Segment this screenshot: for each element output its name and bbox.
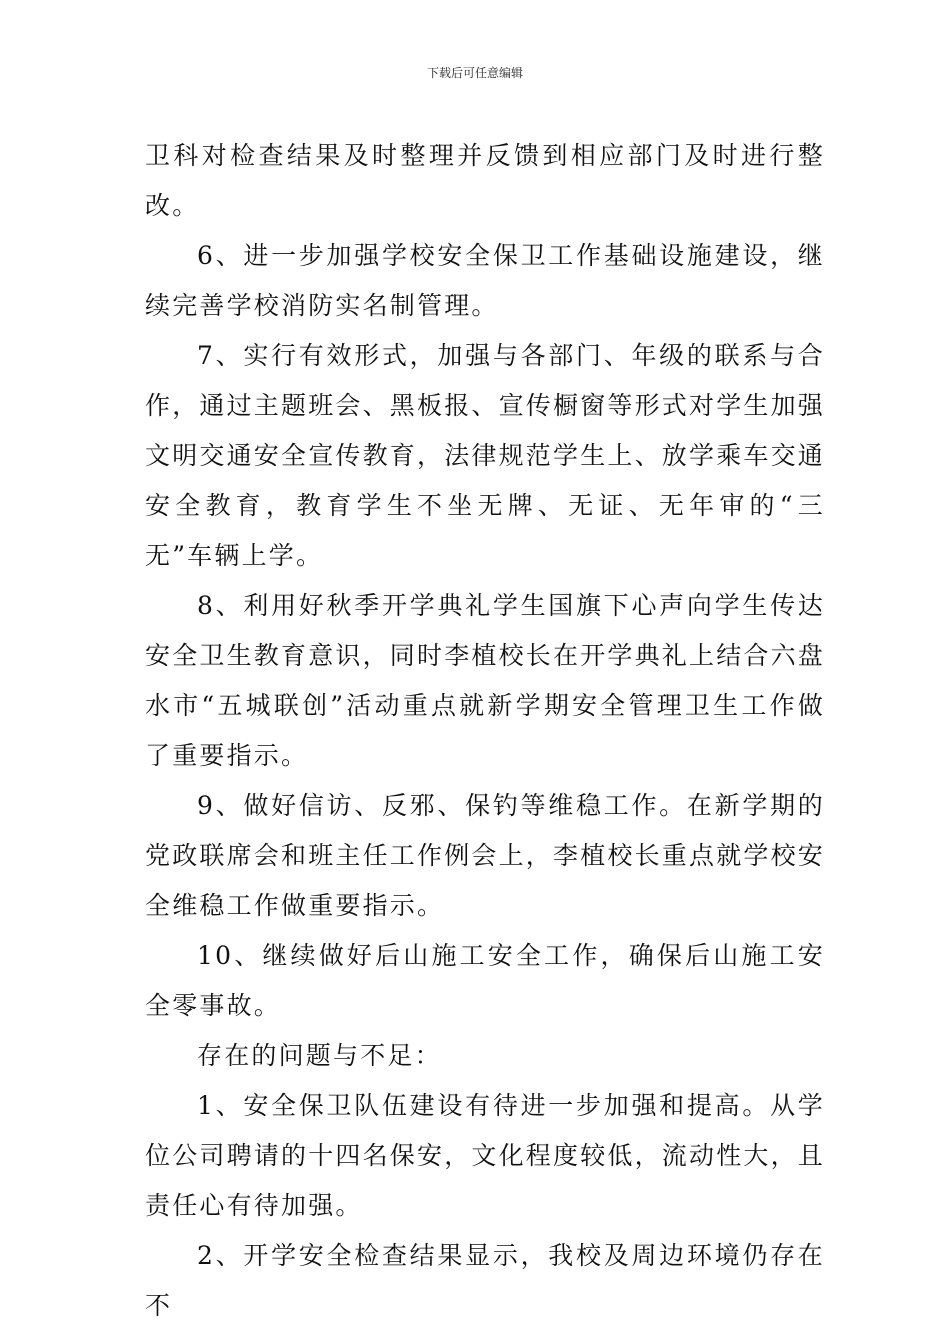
paragraph-1: 卫科对检查结果及时整理并反馈到相应部门及时进行整改。 xyxy=(145,141,825,220)
page-header: 下载后可任意编辑 xyxy=(426,66,523,80)
paragraph-item-10: 10、继续做好后山施工安全工作，确保后山施工安全零事故。 xyxy=(145,941,825,1020)
paragraph-item-6: 6、进一步加强学校安全保卫工作基础设施建设，继续完善学校消防实名制管理。 xyxy=(145,241,825,320)
paragraph-problem-2: 2、开学安全检查结果显示，我校及周边环境仍存在不 xyxy=(145,1241,825,1320)
paragraph-item-8: 8、利用好秋季开学典礼学生国旗下心声向学生传达安全卫生教育意识，同时李植校长在开学典礼上结合六盘水市“五城联创”活动重点就新学期安全管理卫生工作做了重要指示。 xyxy=(145,591,826,770)
paragraph-item-9: 9、做好信访、反邪、保钓等维稳工作。在新学期的党政联席会和班主任工作例会上，李植校长重点就学校安全维稳工作做重要指示。 xyxy=(145,791,826,920)
document-body xyxy=(145,131,825,1331)
paragraph-item-7: 7、实行有效形式，加强与各部门、年级的联系与合作，通过主题班会、黑板报、宣传橱窗等形式对学生加强文明交通安全宣传教育，法律规范学生上、放学乘车交通安全教育，教育学生不坐无牌、无证、无年审的“三无”车辆上学。 xyxy=(145,341,826,570)
section-heading-problems: 存在的问题与不足： xyxy=(197,1041,442,1070)
paragraph-problem-1: 1、安全保卫队伍建设有待进一步加强和提高。从学位公司聘请的十四名保安，文化程度较低，流动性大，且责任心有待加强。 xyxy=(145,1091,826,1220)
